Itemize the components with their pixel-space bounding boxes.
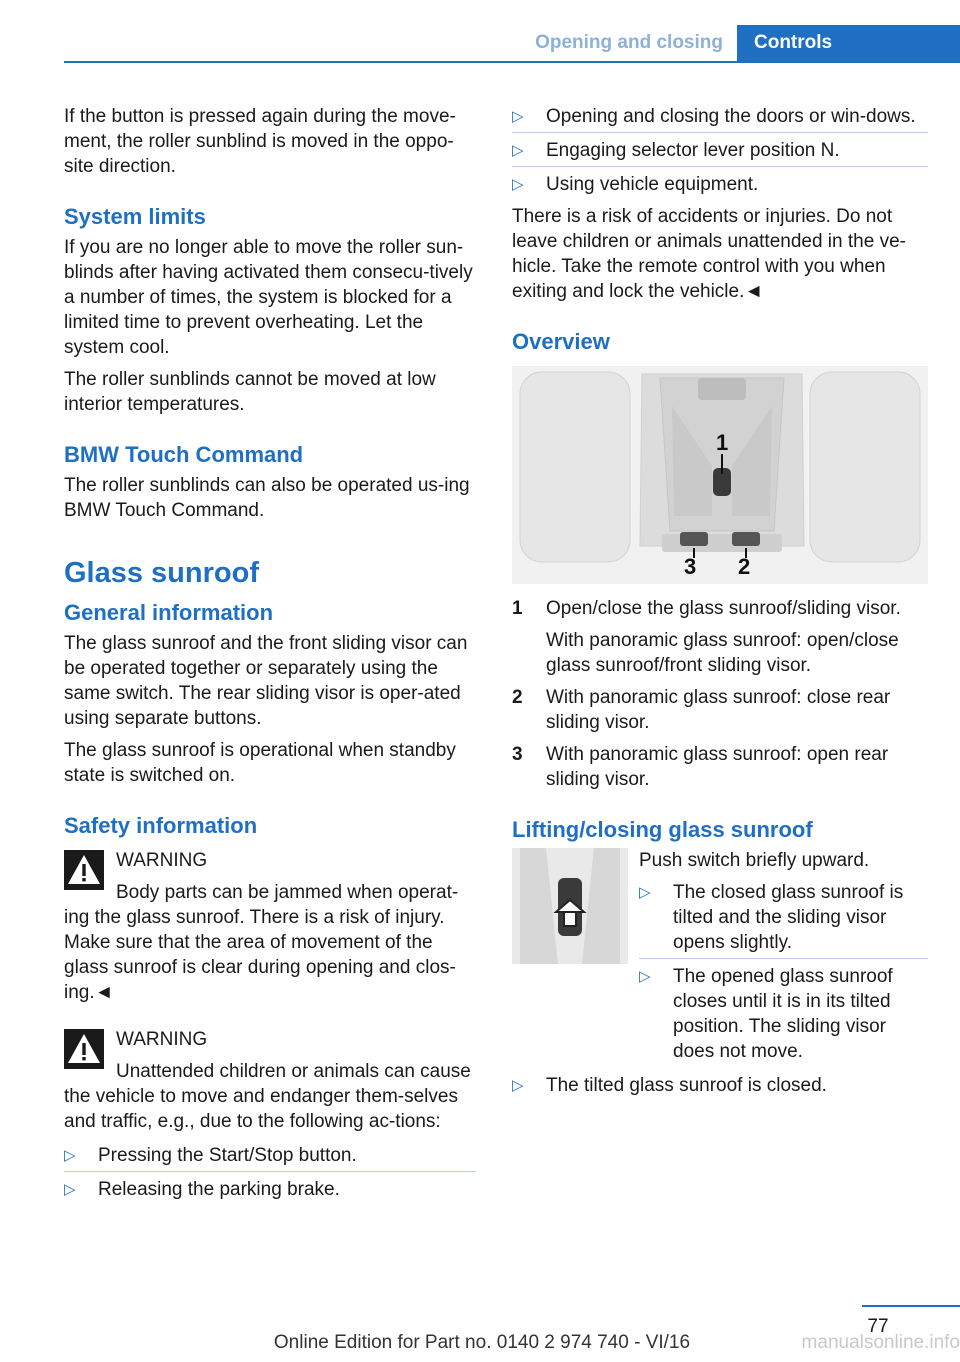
warning-body: Body parts can be jammed when operat-ing the glass sunroof. There is a risk of injury. Make sure that the area of movement of the glass sunroof is clear during opening and clos-ing.◄ — [64, 882, 459, 1003]
lifting-heading: Lifting/closing glass sunroof — [512, 817, 813, 842]
warning-block-1 — [64, 848, 476, 1005]
list-item: ▷ Engaging selector lever position N. — [512, 138, 928, 163]
numbered-item: 3 With panoramic glass sunroof: open rear sliding visor. — [512, 744, 889, 790]
touch-command-heading: BMW Touch Command — [64, 442, 304, 467]
callout-1: 1 — [716, 430, 729, 455]
callout-3: 3 — [684, 554, 697, 579]
list-item: ▷ Pressing the Start/Stop button. — [64, 1143, 476, 1168]
overview-console-drawing — [512, 366, 928, 584]
switch-illustration — [512, 848, 628, 964]
general-information-heading: General information — [64, 600, 274, 625]
triangle-bullet-icon: ▷ — [512, 142, 524, 159]
callout-2: 2 — [738, 554, 751, 579]
watermark: manualsonline.info — [801, 1332, 960, 1353]
glass-sunroof-heading: Glass sunroof — [64, 557, 259, 589]
triangle-bullet-icon: ▷ — [512, 1077, 524, 1094]
page-number: 77 — [867, 1316, 889, 1337]
warning-triangle-icon — [64, 850, 104, 890]
header-rule — [64, 61, 960, 63]
numbered-item: 1 Open/close the glass sunroof/sliding visor. With panoramic glass sunroof: open/close glass sunroof/front sliding visor. — [512, 598, 901, 676]
edition-line: Online Edition for Part no. 0140 2 974 740 - VI/16 — [273, 1332, 691, 1353]
system-limits-p2: The roller sunblinds cannot be moved at low interior temperatures. — [64, 369, 436, 415]
triangle-bullet-icon: ▷ — [64, 1147, 76, 1164]
list-item: ▷ The closed glass sunroof is tilted and the sliding visor opens slightly. — [639, 880, 928, 955]
system-limits-heading: System limits — [64, 204, 206, 229]
triangle-bullet-icon: ▷ — [512, 108, 524, 125]
header-chapter-tab: Controls — [737, 25, 960, 63]
right-column — [512, 104, 928, 1105]
triangle-bullet-icon: ▷ — [512, 176, 524, 193]
intro-paragraph: If the button is pressed again during the move-ment, the roller sunblind is moved in the oppo-site direction. — [64, 106, 456, 177]
warning-title: WARNING — [116, 850, 208, 871]
triangle-bullet-icon: ▷ — [64, 1181, 76, 1198]
left-column — [64, 104, 476, 1209]
warning-body: Unattended children or animals can cause the vehicle to move and endanger them-selves and traffic, e.g., due to the following ac-tions: — [64, 1061, 471, 1132]
overview-heading: Overview — [512, 329, 610, 354]
warning-title: WARNING — [116, 1029, 208, 1050]
lifting-intro: Push switch briefly upward. — [639, 850, 870, 871]
header-section-title: Opening and closing — [535, 32, 723, 53]
safety-information-heading: Safety information — [64, 813, 258, 838]
warning-block-2 — [64, 1027, 476, 1134]
system-limits-p1: If you are no longer able to move the roller sun-blinds after having activated them consecu-tively a number of times, the system is blocked for a limited time to prevent overheating. Let the system cool. — [64, 237, 473, 358]
touch-command-p1: The roller sunblinds can also be operated us-ing BMW Touch Command. — [64, 475, 470, 521]
list-item: ▷ Using vehicle equipment. — [512, 174, 759, 195]
list-item: ▷ Releasing the parking brake. — [64, 1179, 340, 1200]
risk-paragraph: There is a risk of accidents or injuries. Do not leave children or animals unattended in the ve-hicle. Take the remote control with you when exiting and lock the vehicle.◄ — [512, 206, 906, 302]
general-info-p2: The glass sunroof is operational when standby state is switched on. — [64, 740, 456, 786]
triangle-bullet-icon: ▷ — [639, 968, 651, 985]
general-info-p1: The glass sunroof and the front sliding visor can be operated together or separately using the same switch. The rear sliding visor is oper-ated using separate buttons. — [64, 633, 468, 729]
triangle-bullet-icon: ▷ — [639, 884, 651, 901]
footer-rule — [862, 1305, 960, 1307]
overview-illustration — [512, 366, 928, 584]
warning-triangle-icon — [64, 1029, 104, 1069]
list-item: ▷ The opened glass sunroof closes until it is in its tilted position. The sliding visor does not move. — [639, 966, 893, 1062]
lifting-section — [512, 848, 928, 1098]
sunroof-switch-drawing — [512, 848, 628, 964]
list-item: ▷ The tilted glass sunroof is closed. — [512, 1075, 827, 1096]
list-item: ▷ Opening and closing the doors or win-dows. — [512, 104, 928, 129]
numbered-item: 2 With panoramic glass sunroof: close rear sliding visor. — [512, 687, 891, 733]
